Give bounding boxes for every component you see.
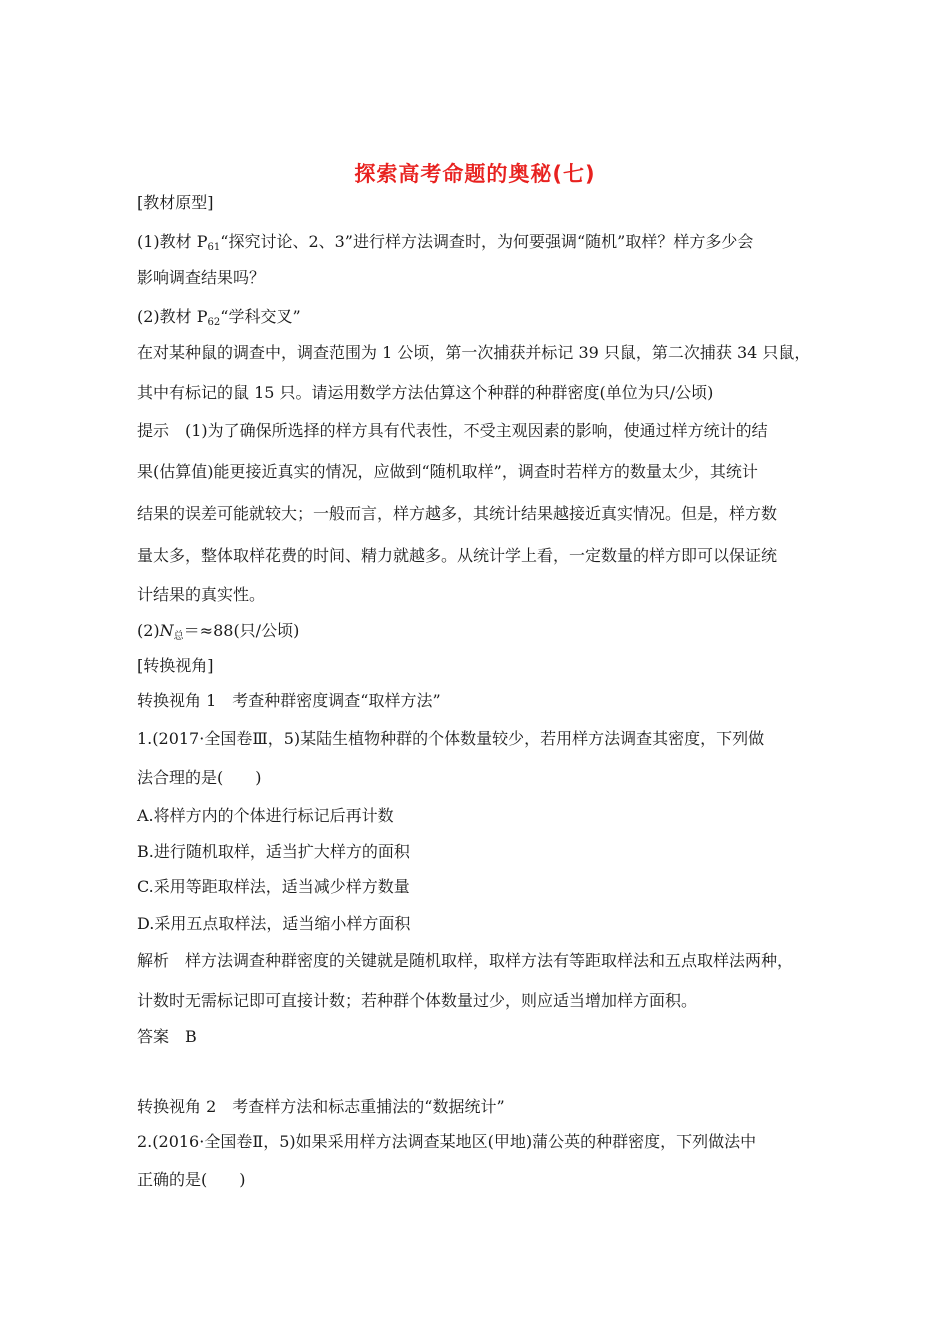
hint-line-3: 结果的误差可能就较大；一般而言，样方越多，其统计结果越接近真实情况。但是，样方数: [137, 504, 778, 523]
hint-line-1: 提示 (1)为了确保所选择的样方具有代表性，不受主观因素的影响，使通过样方统计的结: [137, 421, 768, 440]
problem-2-line-2: 正确的是( ): [137, 1170, 246, 1189]
answer-1: 答案 B: [137, 1027, 197, 1046]
option-b: B.进行随机取样，适当扩大样方的面积: [137, 842, 410, 861]
option-a: A.将样方内的个体进行标记后再计数: [137, 806, 394, 825]
question-1-line-1: [137, 232, 753, 258]
option-d: D.采用五点取样法，适当缩小样方面积: [137, 914, 411, 933]
hint-line-2: 果(估算值)能更接近真实的情况，应做到“随机取样”，调查时若样方的数量太少，其统计: [137, 462, 758, 481]
ans2-variable: N: [159, 621, 174, 640]
hint-line-5: 计结果的真实性。: [137, 585, 266, 604]
perspective-2-heading: 转换视角 2 考查样方法和标志重捕法的“数据统计”: [137, 1097, 505, 1116]
question-1-line-2: 影响调查结果吗？: [137, 268, 266, 287]
q1-text-b: “探究讨论、2、3”进行样方法调查时，为何要强调“随机”取样？样方多少会: [220, 232, 754, 251]
page-title: 探索高考命题的奥秘(七): [354, 162, 596, 186]
ans2-text-b: ＝≈88(只/公顷): [183, 621, 300, 640]
q1-text-a: (1)教材 P: [137, 232, 208, 251]
analysis-line-1: 解析 样方法调查种群密度的关键就是随机取样，取样方法有等距取样法和五点取样法两种，: [137, 951, 794, 970]
ans2-sub: 总: [173, 631, 184, 642]
hint-line-4: 量太多，整体取样花费的时间、精力就越多。从统计学上看，一定数量的样方即可以保证统: [137, 546, 778, 565]
problem-2-line-1: 2.(2016·全国卷Ⅱ，5)如果采用样方法调查某地区(甲地)蒲公英的种群密度，下列做法中: [137, 1132, 757, 1151]
problem-1-line-1: 1.(2017·全国卷Ⅲ，5)某陆生植物种群的个体数量较少，若用样方法调查其密度，下列做: [137, 729, 765, 748]
q2-text-a: (2)教材 P: [137, 307, 208, 326]
question-2-line-2: 在对某种鼠的调查中，调查范围为 1 公顷，第一次捕获并标记 39 只鼠，第二次捕获 34 只鼠，: [137, 343, 811, 362]
q2-page-sub: 62: [207, 317, 221, 328]
analysis-line-2: 计数时无需标记即可直接计数；若种群个体数量过少，则应适当增加样方面积。: [137, 991, 698, 1010]
section-heading-textbook: [教材原型]: [137, 193, 214, 212]
q2-text-b: “学科交叉”: [220, 307, 301, 326]
q1-page-sub: 61: [207, 242, 221, 253]
perspective-1-heading: 转换视角 1 考查种群密度调查“取样方法”: [137, 691, 441, 710]
section-heading-perspective: [转换视角]: [137, 656, 214, 675]
answer-2-line: [137, 621, 299, 647]
option-c: C.采用等距取样法，适当减少样方数量: [137, 877, 410, 896]
question-2-line-3: 其中有标记的鼠 15 只。请运用数学方法估算这个种群的种群密度(单位为只/公顷): [137, 383, 714, 402]
problem-1-line-2: 法合理的是( ): [137, 768, 262, 787]
question-2-line-1: [137, 307, 301, 333]
ans2-text-a: (2): [137, 621, 160, 640]
